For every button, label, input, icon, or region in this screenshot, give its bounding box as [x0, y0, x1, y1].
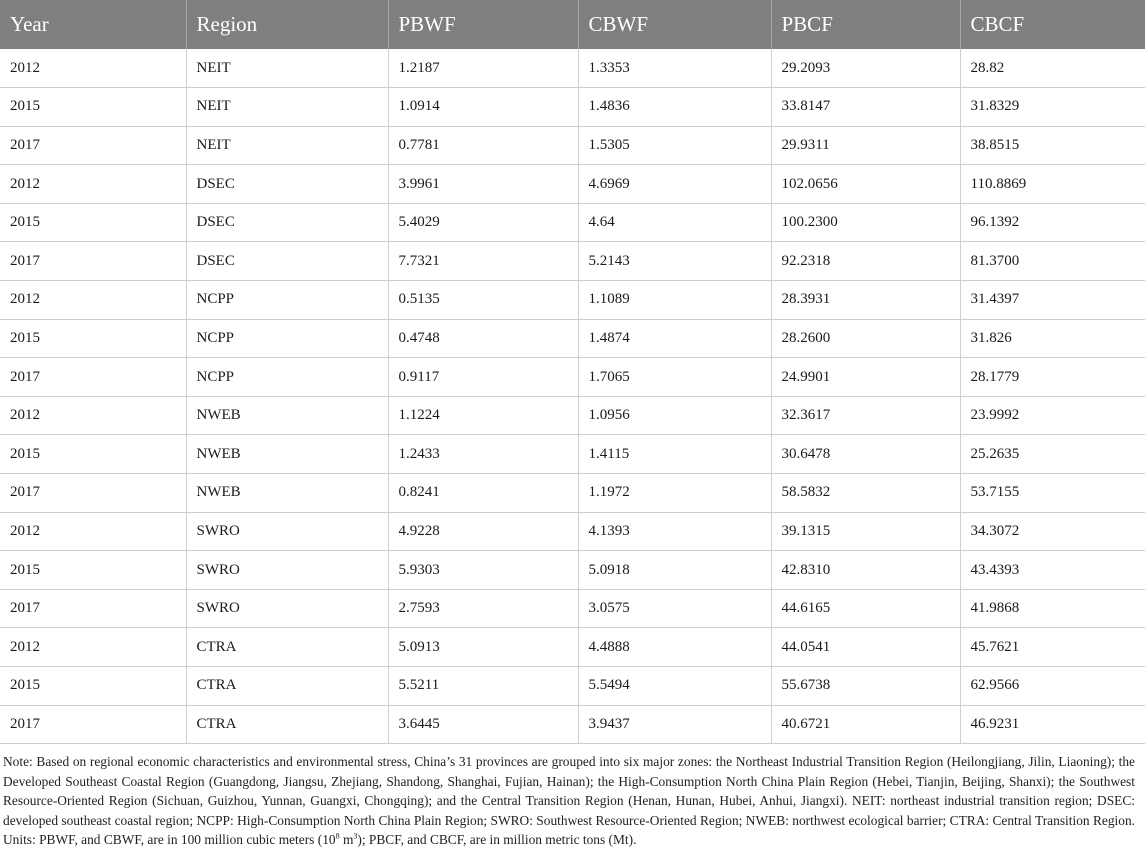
table-cell-cbwf: 5.0918	[578, 551, 771, 590]
table-cell-pbcf: 28.2600	[771, 319, 960, 358]
table-cell-cbcf: 25.2635	[960, 435, 1145, 474]
table-cell-cbcf: 31.826	[960, 319, 1145, 358]
table-cell-year: 2017	[0, 126, 186, 165]
table-cell-cbwf: 4.4888	[578, 628, 771, 667]
table-cell-cbwf: 1.5305	[578, 126, 771, 165]
table-cell-pbcf: 58.5832	[771, 474, 960, 513]
table-cell-pbwf: 0.4748	[388, 319, 578, 358]
note-exponent-8: 8	[335, 831, 340, 841]
table-cell-cbcf: 34.3072	[960, 512, 1145, 551]
table-cell-pbcf: 100.2300	[771, 203, 960, 242]
table-cell-region: NWEB	[186, 396, 388, 435]
table-cell-year: 2012	[0, 396, 186, 435]
table-cell-region: NEIT	[186, 126, 388, 165]
table-row	[0, 435, 1145, 474]
table-cell-year: 2017	[0, 242, 186, 281]
table-cell-region: NEIT	[186, 88, 388, 127]
table-cell-year: 2015	[0, 203, 186, 242]
table-cell-pbcf: 24.9901	[771, 358, 960, 397]
column-header-region: Region	[186, 0, 388, 49]
table-cell-cbcf: 31.4397	[960, 281, 1145, 320]
table-cell-region: SWRO	[186, 512, 388, 551]
column-header-year: Year	[0, 0, 186, 49]
table-cell-cbcf: 46.9231	[960, 705, 1145, 744]
table-cell-region: DSEC	[186, 203, 388, 242]
table-cell-cbcf: 31.8329	[960, 88, 1145, 127]
table-cell-pbcf: 28.3931	[771, 281, 960, 320]
table-cell-year: 2012	[0, 628, 186, 667]
table-cell-year: 2012	[0, 165, 186, 204]
table-cell-cbwf: 4.64	[578, 203, 771, 242]
table-cell-pbcf: 102.0656	[771, 165, 960, 204]
table-cell-cbcf: 53.7155	[960, 474, 1145, 513]
table-cell-cbwf: 5.2143	[578, 242, 771, 281]
table-cell-pbwf: 3.6445	[388, 705, 578, 744]
table-cell-region: NWEB	[186, 435, 388, 474]
table-cell-cbcf: 28.1779	[960, 358, 1145, 397]
table-cell-region: NCPP	[186, 358, 388, 397]
table-cell-region: SWRO	[186, 589, 388, 628]
table-cell-pbcf: 29.9311	[771, 126, 960, 165]
table-cell-pbcf: 32.3617	[771, 396, 960, 435]
table-row	[0, 319, 1145, 358]
table-cell-cbwf: 1.3353	[578, 49, 771, 88]
table-cell-cbcf: 38.8515	[960, 126, 1145, 165]
table-cell-cbcf: 62.9566	[960, 667, 1145, 706]
table-row	[0, 165, 1145, 204]
note-exponent-3: 3	[353, 831, 358, 841]
note-text-end: ); PBCF, and CBCF, are in million metric tons (Mt).	[357, 832, 637, 848]
table-row	[0, 242, 1145, 281]
table-cell-pbwf: 7.7321	[388, 242, 578, 281]
table-cell-cbwf: 1.1089	[578, 281, 771, 320]
table-note	[0, 744, 1145, 850]
note-unit-m: m	[339, 832, 354, 848]
table-cell-pbwf: 2.7593	[388, 589, 578, 628]
table-cell-year: 2012	[0, 512, 186, 551]
table-row	[0, 474, 1145, 513]
table-row	[0, 49, 1145, 88]
table-cell-region: NWEB	[186, 474, 388, 513]
table-row	[0, 396, 1145, 435]
table-cell-pbwf: 1.1224	[388, 396, 578, 435]
table-cell-cbcf: 23.9992	[960, 396, 1145, 435]
table-row	[0, 281, 1145, 320]
table-row	[0, 667, 1145, 706]
table-cell-pbcf: 39.1315	[771, 512, 960, 551]
table-cell-region: NCPP	[186, 281, 388, 320]
table-cell-cbcf: 96.1392	[960, 203, 1145, 242]
note-text: Note: Based on regional economic characteristics and environmental stress, China’s 31 provinces are grouped into six major zones: the Northeast Industrial Transition Region (Heilongjiang, Jilin, Liaoning); the Developed Southeast Coastal Region (Guangdong, Jiangsu, Zhejiang, Shandong, Shanghai, Fujian, Hainan); the High-Consumption North China Plain Region (Hebei, Tianjin, Beijing, Shanxi); the Southwest Resource-Oriented Region (Sichuan, Guizhou, Yunnan, Guangxi, Chongqing); and the Central Transition Region (Henan, Hunan, Hubei, Anhui, Jiangxi). NEIT: northeast industrial transition region; DSEC: developed southeast coastal region; NCPP: High-Consumption North China Plain Region; SWRO: Southwest Resource-Oriented Region; NWEB: northwest ecological barrier; CTRA: Central Transition Region. Units: PBWF, and CBWF, are in 100 million cubic meters (10	[3, 754, 1135, 848]
column-header-pbwf: PBWF	[388, 0, 578, 49]
table-row	[0, 551, 1145, 590]
table-cell-cbwf: 1.4115	[578, 435, 771, 474]
table-cell-region: NEIT	[186, 49, 388, 88]
table-row	[0, 589, 1145, 628]
column-header-pbcf: PBCF	[771, 0, 960, 49]
table-header	[0, 0, 1145, 49]
table-cell-cbwf: 1.7065	[578, 358, 771, 397]
table-row	[0, 628, 1145, 667]
table-cell-year: 2012	[0, 281, 186, 320]
column-header-cbwf: CBWF	[578, 0, 771, 49]
table-cell-pbcf: 29.2093	[771, 49, 960, 88]
table-cell-pbwf: 1.0914	[388, 88, 578, 127]
table-cell-cbwf: 1.0956	[578, 396, 771, 435]
table-cell-region: SWRO	[186, 551, 388, 590]
table-cell-pbwf: 3.9961	[388, 165, 578, 204]
table-cell-pbwf: 5.4029	[388, 203, 578, 242]
table-cell-pbcf: 42.8310	[771, 551, 960, 590]
table-cell-cbwf: 1.4874	[578, 319, 771, 358]
table-cell-region: CTRA	[186, 705, 388, 744]
table-cell-pbcf: 30.6478	[771, 435, 960, 474]
table-cell-region: CTRA	[186, 667, 388, 706]
table-cell-cbcf: 81.3700	[960, 242, 1145, 281]
table-cell-cbwf: 1.1972	[578, 474, 771, 513]
table-row	[0, 512, 1145, 551]
table-cell-year: 2015	[0, 667, 186, 706]
table-cell-pbcf: 33.8147	[771, 88, 960, 127]
table-cell-cbcf: 41.9868	[960, 589, 1145, 628]
table-cell-region: DSEC	[186, 165, 388, 204]
table-row	[0, 88, 1145, 127]
table-cell-pbwf: 4.9228	[388, 512, 578, 551]
table-cell-pbwf: 5.9303	[388, 551, 578, 590]
table-cell-pbwf: 5.0913	[388, 628, 578, 667]
table-cell-year: 2015	[0, 319, 186, 358]
table-cell-pbwf: 0.8241	[388, 474, 578, 513]
table-body	[0, 49, 1145, 744]
table-cell-year: 2012	[0, 49, 186, 88]
table-cell-cbwf: 3.9437	[578, 705, 771, 744]
table-cell-cbcf: 45.7621	[960, 628, 1145, 667]
table-cell-pbcf: 92.2318	[771, 242, 960, 281]
table-cell-cbcf: 110.8869	[960, 165, 1145, 204]
table-cell-pbwf: 1.2187	[388, 49, 578, 88]
column-header-cbcf: CBCF	[970, 12, 1025, 36]
table-cell-year: 2017	[0, 358, 186, 397]
table-cell-region: CTRA	[186, 628, 388, 667]
table-cell-pbcf: 44.0541	[771, 628, 960, 667]
table-cell-pbwf: 1.2433	[388, 435, 578, 474]
table-row	[0, 705, 1145, 744]
table-cell-pbcf: 55.6738	[771, 667, 960, 706]
table-cell-region: NCPP	[186, 319, 388, 358]
table-cell-cbwf: 3.0575	[578, 589, 771, 628]
table-cell-pbcf: 40.6721	[771, 705, 960, 744]
table-cell-pbwf: 0.5135	[388, 281, 578, 320]
header-row	[0, 0, 1145, 49]
table-cell-cbwf: 4.6969	[578, 165, 771, 204]
table-cell-pbwf: 5.5211	[388, 667, 578, 706]
table-cell-cbcf: 43.4393	[960, 551, 1145, 590]
table-cell-cbwf: 4.1393	[578, 512, 771, 551]
table-cell-year: 2017	[0, 589, 186, 628]
table-cell-year: 2017	[0, 474, 186, 513]
table-cell-cbwf: 5.5494	[578, 667, 771, 706]
table-cell-pbcf: 44.6165	[771, 589, 960, 628]
table-cell-pbwf: 0.7781	[388, 126, 578, 165]
table-cell-year: 2015	[0, 435, 186, 474]
table-cell-year: 2015	[0, 88, 186, 127]
table-cell-year: 2015	[0, 551, 186, 590]
table-cell-cbwf: 1.4836	[578, 88, 771, 127]
table-row	[0, 126, 1145, 165]
table-cell-year: 2017	[0, 705, 186, 744]
table-cell-pbwf: 0.9117	[388, 358, 578, 397]
table-row	[0, 203, 1145, 242]
table-row	[0, 358, 1145, 397]
table-cell-cbcf: 28.82	[960, 49, 1145, 88]
table-cell-region: DSEC	[186, 242, 388, 281]
